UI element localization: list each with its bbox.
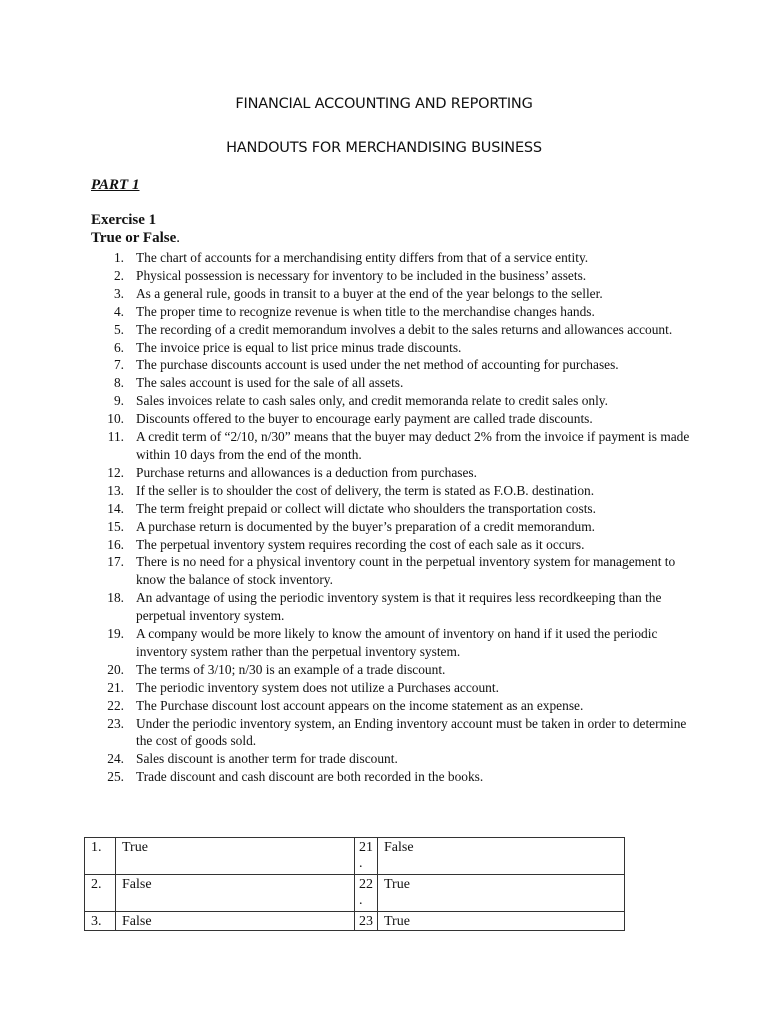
exercise-title: Exercise 1 (91, 212, 157, 228)
answer-number-digits: 23 (359, 914, 373, 929)
item-number: 2. (113, 267, 124, 283)
item-text: The perpetual inventory system requires recording the cost of each sale as it occurs. (136, 536, 585, 552)
item-text: Sales invoices relate to cash sales only, and credit memoranda relate to credit sales only. (136, 393, 608, 409)
list-item (91, 321, 691, 339)
instruction-bold: True or False (91, 230, 177, 246)
table-row (85, 875, 625, 912)
item-text: The sales account is used for the sale of all assets. (136, 375, 404, 391)
answer-number-digits: 22 (359, 877, 373, 892)
list-item (91, 285, 691, 303)
question-list (91, 249, 691, 786)
list-item (91, 750, 691, 768)
item-number: 4. (113, 303, 124, 319)
answer-number: 2. (85, 875, 116, 912)
list-item (91, 500, 691, 518)
item-text: Trade discount and cash discount are both recorded in the books. (136, 769, 484, 785)
list-item (91, 464, 691, 482)
item-text: Sales discount is another term for trade discount. (136, 751, 398, 767)
item-text: The periodic inventory system does not utilize a Purchases account. (136, 679, 499, 695)
item-number: 1. (113, 250, 124, 265)
item-number: 25. (107, 769, 124, 785)
answer-value: True (116, 838, 355, 875)
item-number: 11. (107, 429, 124, 445)
item-number: 3. (113, 285, 124, 301)
item-text: Under the periodic inventory system, an Ending inventory account must be taken in order to determine the cost of goods sold. (136, 715, 687, 749)
list-item (91, 374, 691, 392)
instruction-tail: . (176, 230, 181, 246)
item-number: 7. (113, 357, 124, 373)
item-number: 12. (107, 464, 124, 480)
item-text: The invoice price is equal to list price minus trade discounts. (136, 339, 462, 355)
item-number: 16. (107, 536, 124, 552)
item-number: 21. (107, 679, 124, 695)
answer-value-right: False (378, 838, 625, 875)
item-text: The recording of a credit memorandum involves a debit to the sales returns and allowances account. (136, 321, 673, 337)
answer-table (84, 837, 625, 931)
list-item (91, 661, 691, 679)
answer-number-right (355, 912, 378, 931)
item-number: 20. (107, 661, 124, 677)
part-heading: PART 1 (91, 177, 140, 193)
document-title: FINANCIAL ACCOUNTING AND REPORTING (235, 96, 533, 112)
item-number: 8. (113, 375, 124, 391)
table-row (85, 838, 625, 875)
list-item (91, 536, 691, 554)
answer-number: 3. (85, 912, 116, 931)
item-text: The Purchase discount lost account appears on the income statement as an expense. (136, 697, 584, 713)
answer-number-right (355, 875, 378, 912)
list-item (91, 249, 691, 267)
item-number: 5. (113, 321, 124, 337)
answer-value-right: True (378, 912, 625, 931)
answer-value: False (116, 912, 355, 931)
list-item (91, 303, 691, 321)
item-text: If the seller is to shoulder the cost of delivery, the term is stated as F.O.B. destination. (136, 482, 595, 498)
item-number: 15. (107, 518, 124, 534)
item-number: 14. (107, 500, 124, 516)
item-text: A company would be more likely to know the amount of inventory on hand if it used the periodic inventory system rather than the perpetual inventory system. (136, 626, 658, 659)
answer-value: False (116, 875, 355, 912)
item-number: 19. (107, 626, 124, 642)
document-subtitle: HANDOUTS FOR MERCHANDISING BUSINESS (226, 140, 542, 156)
item-number: 18. (107, 590, 124, 606)
item-text: The terms of 3/10; n/30 is an example of a trade discount. (136, 661, 446, 677)
list-item (91, 392, 691, 410)
item-number: 23. (107, 715, 124, 731)
item-text: The purchase discounts account is used under the net method of accounting for purchases. (136, 357, 619, 373)
item-text: The proper time to recognize revenue is when title to the merchandise changes hands. (136, 303, 595, 319)
item-text: There is no need for a physical inventory count in the perpetual inventory system for management to know the balance of stock inventory. (136, 554, 676, 588)
list-item (91, 715, 691, 751)
list-item (91, 679, 691, 697)
item-number: 24. (107, 751, 124, 767)
list-item (91, 410, 691, 428)
item-text: Discounts offered to the buyer to encourage early payment are called trade discounts. (136, 411, 593, 427)
list-item (91, 356, 691, 374)
item-number: 6. (113, 339, 124, 355)
item-text: A purchase return is documented by the buyer’s preparation of a credit memorandum. (136, 518, 595, 534)
item-text: Physical possession is necessary for inventory to be included in the business’ assets. (136, 267, 587, 283)
item-number: 22. (107, 697, 124, 713)
answer-number-dot: . (359, 893, 363, 908)
list-item (91, 428, 691, 464)
answer-number-right (355, 838, 378, 875)
list-item (91, 339, 691, 357)
item-text: An advantage of using the periodic inventory system is that it requires less recordkeeping than the perpetual inventory system. (136, 590, 662, 624)
list-item (91, 267, 691, 285)
item-text: The chart of accounts for a merchandising entity differs from that of a service entity. (136, 250, 589, 265)
list-item (91, 768, 691, 786)
item-number: 9. (113, 393, 124, 409)
item-number: 10. (107, 411, 124, 427)
answer-value-right: True (378, 875, 625, 912)
list-item (91, 625, 691, 661)
list-item (91, 518, 691, 536)
item-text: A credit term of “2/10, n/30” means that the buyer may deduct 2% from the invoice if payment is made within 10 days from the end of the month. (136, 429, 690, 462)
exercise-instruction (91, 230, 180, 247)
answer-number-dot: . (359, 856, 363, 871)
list-item (91, 697, 691, 715)
list-item (91, 482, 691, 500)
item-number: 17. (107, 554, 124, 570)
list-item (91, 589, 691, 625)
answer-number: 1. (85, 838, 116, 875)
item-number: 13. (107, 482, 124, 498)
item-text: Purchase returns and allowances is a deduction from purchases. (136, 464, 477, 480)
item-text: The term freight prepaid or collect will dictate who shoulders the transportation costs. (136, 500, 596, 516)
item-text: As a general rule, goods in transit to a buyer at the end of the year belongs to the seller. (136, 285, 603, 301)
list-item (91, 553, 691, 589)
answer-number-digits: 21 (359, 840, 373, 855)
table-row (85, 912, 625, 931)
